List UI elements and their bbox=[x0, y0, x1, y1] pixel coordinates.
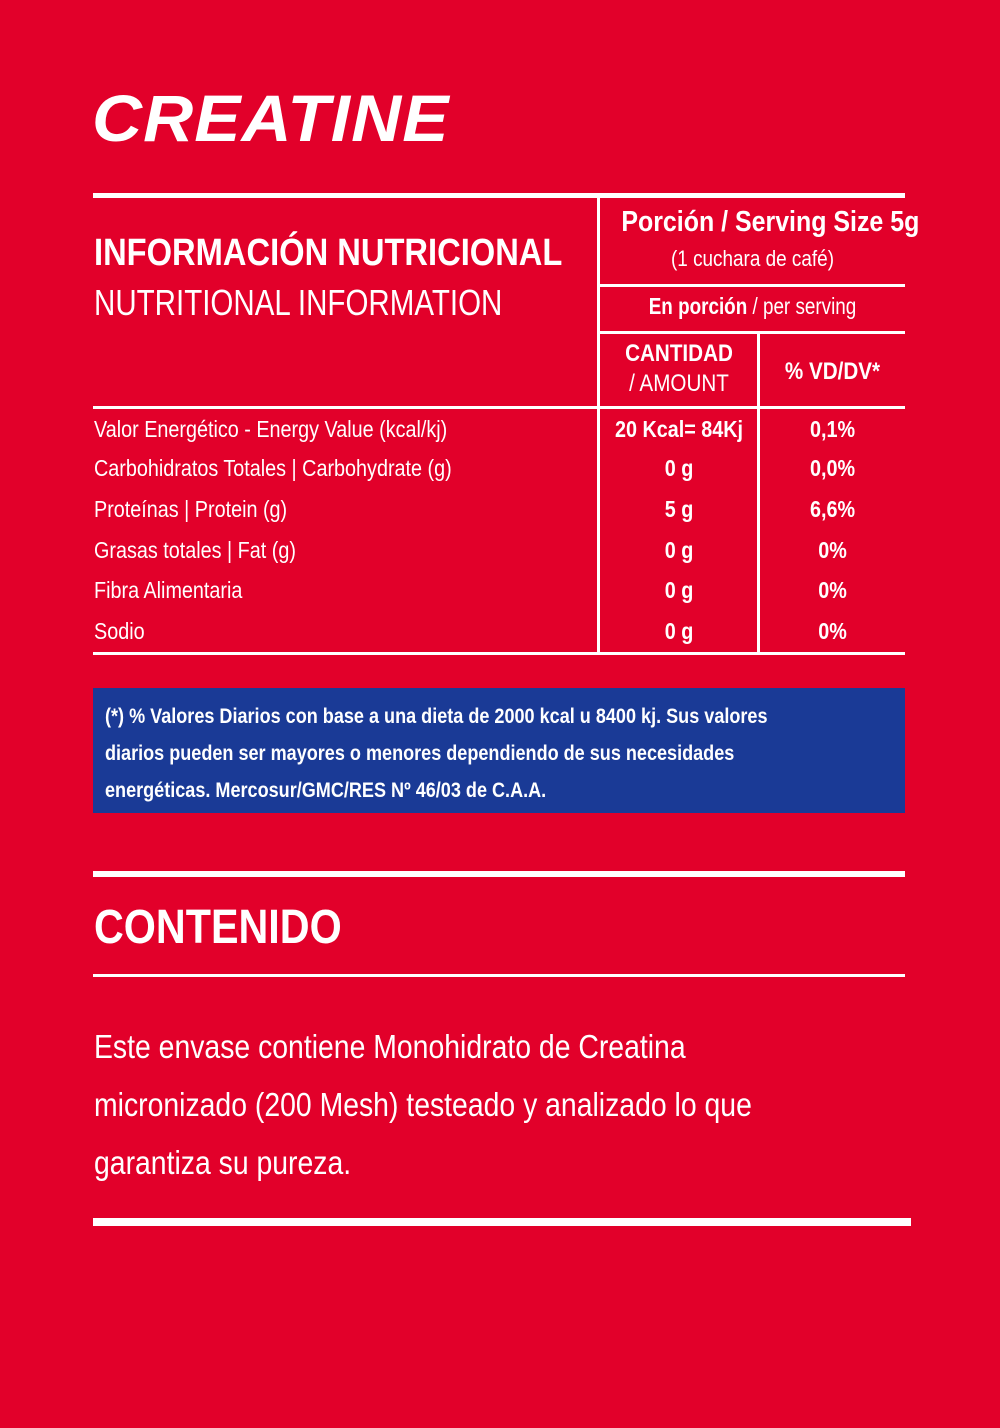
desc-line-1: Este envase contiene Monohidrato de Creatina bbox=[94, 1028, 686, 1065]
note-line-3: energéticas. Mercosur/GMC/RES Nº 46/03 de C.A.A. bbox=[105, 779, 547, 802]
row-amount-protein: 5 g bbox=[664, 496, 694, 522]
row-amount-carbs: 0 g bbox=[664, 455, 694, 481]
row-vd-carbs: 0,0% bbox=[809, 455, 856, 481]
col-vd-header: % VD/DV* bbox=[784, 358, 881, 385]
col-amount-line1: CANTIDAD bbox=[625, 340, 733, 367]
row-label-protein: Proteínas | Protein (g) bbox=[94, 496, 288, 522]
row-amount-sodium: 0 g bbox=[664, 618, 694, 644]
contenido-description bbox=[94, 1018, 752, 1192]
row-label-carbs: Carbohidratos Totales | Carbohydrate (g) bbox=[94, 455, 452, 481]
row-vd-fiber: 0% bbox=[818, 577, 847, 603]
serving-rule bbox=[600, 284, 905, 287]
nutrition-heading-en: NUTRITIONAL INFORMATION bbox=[94, 282, 503, 323]
per-serving-rest: / per serving bbox=[747, 293, 857, 319]
desc-line-3: garantiza su pureza. bbox=[94, 1144, 352, 1181]
table-divider-main bbox=[597, 198, 600, 655]
table-top-rule bbox=[93, 193, 905, 198]
per-serving-label bbox=[627, 293, 877, 320]
col-amount-line2: / AMOUNT bbox=[629, 370, 729, 397]
desc-line-2: micronizado (200 Mesh) testeado y analizado lo que bbox=[94, 1086, 752, 1123]
note-line-2: diarios pueden ser mayores o menores dependiendo de sus necesidades bbox=[105, 742, 735, 765]
daily-values-note bbox=[93, 688, 905, 813]
bottom-rule bbox=[93, 1218, 911, 1226]
row-amount-fat: 0 g bbox=[664, 537, 694, 563]
contenido-mid-rule bbox=[93, 974, 905, 977]
perserving-rule bbox=[600, 331, 905, 334]
table-divider-vd bbox=[757, 334, 760, 655]
row-vd-energy: 0,1% bbox=[809, 416, 856, 442]
header-rule bbox=[93, 406, 905, 409]
row-vd-fat: 0% bbox=[818, 537, 847, 563]
contenido-heading: CONTENIDO bbox=[94, 901, 342, 954]
nutrition-heading-es: INFORMACIÓN NUTRICIONAL bbox=[94, 232, 563, 274]
serving-size: Porción / Serving Size 5g bbox=[621, 206, 920, 238]
per-serving-bold: En porción bbox=[648, 293, 748, 319]
row-vd-sodium: 0% bbox=[818, 618, 847, 644]
table-bottom-rule bbox=[93, 652, 905, 655]
contenido-top-rule bbox=[93, 871, 905, 877]
row-label-energy: Valor Energético - Energy Value (kcal/kj) bbox=[94, 416, 448, 442]
note-line-1: (*) % Valores Diarios con base a una dieta de 2000 kcal u 8400 kj. Sus valores bbox=[105, 705, 768, 728]
serving-note: (1 cuchara de café) bbox=[670, 246, 834, 271]
row-label-fat: Grasas totales | Fat (g) bbox=[94, 537, 296, 563]
row-vd-protein: 6,6% bbox=[809, 496, 856, 522]
product-title: CREATINE bbox=[92, 81, 450, 155]
row-amount-fiber: 0 g bbox=[664, 577, 694, 603]
row-label-fiber: Fibra Alimentaria bbox=[94, 577, 243, 603]
row-label-sodium: Sodio bbox=[94, 618, 145, 644]
row-amount-energy: 20 Kcal= 84Kj bbox=[614, 416, 744, 442]
